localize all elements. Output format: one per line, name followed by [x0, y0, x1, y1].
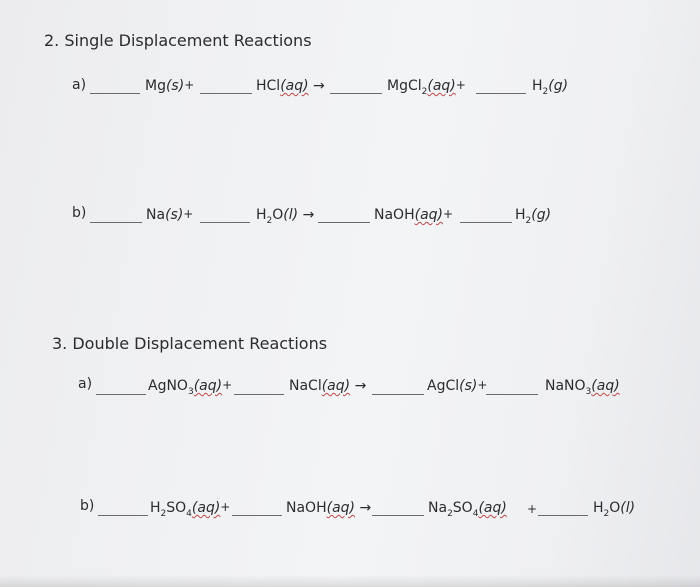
row-label: a) — [78, 376, 93, 392]
product-na2so4: $Na_2SO_4(aq)$ — [428, 500, 507, 519]
product-nano3: NaNO$_3$(aq) — [545, 378, 620, 397]
coefficient-blank[interactable] — [372, 394, 424, 395]
reactant-naoh: NaOH(aq) → — [286, 500, 372, 516]
coefficient-blank[interactable] — [200, 93, 252, 94]
section-heading: 2. Single Displacement Reactions — [44, 31, 312, 50]
coefficient-blank[interactable] — [200, 222, 250, 223]
product-agcl: AgCl(s) + — [427, 378, 488, 394]
coefficient-blank[interactable] — [318, 222, 370, 223]
row-label: a) — [72, 77, 87, 93]
coefficient-blank[interactable] — [234, 394, 284, 395]
reactant-agno3: AgNO$_3$(aq) + — [148, 378, 233, 397]
coefficient-blank[interactable] — [330, 93, 382, 94]
product-h2: $H_2(g)$ — [515, 207, 552, 226]
product-naoh: NaOH(aq) + — [374, 207, 454, 223]
coefficient-blank[interactable] — [538, 515, 588, 516]
reactant-h2so4: $H_2SO_4(aq)$ + — [150, 500, 231, 519]
reactant-nacl: NaCl(aq) → — [289, 378, 367, 394]
plus-sign: + — [527, 502, 538, 516]
coefficient-blank[interactable] — [460, 222, 512, 223]
row-label: b) — [80, 498, 95, 514]
reactant-h2o: $H_2O(l)$ → — [256, 207, 315, 226]
coefficient-blank[interactable] — [232, 515, 282, 516]
product-h2: $H_2(g)$ — [532, 78, 569, 97]
coefficient-blank[interactable] — [476, 93, 526, 94]
reactant-mg: Mg(s) + — [145, 78, 195, 94]
reactant-na: Na(s) + — [146, 207, 194, 223]
product-mgcl2: MgCl$_2$(aq) + — [387, 78, 466, 97]
coefficient-blank[interactable] — [98, 515, 148, 516]
coefficient-blank[interactable] — [372, 515, 424, 516]
coefficient-blank[interactable] — [90, 93, 140, 94]
product-h2o: $H_2O(l)$ — [593, 500, 636, 519]
section-heading: 3. Double Displacement Reactions — [52, 334, 328, 353]
reactant-hcl: HCl(aq) → — [256, 78, 325, 94]
coefficient-blank[interactable] — [96, 394, 146, 395]
coefficient-blank[interactable] — [90, 222, 142, 223]
coefficient-blank[interactable] — [486, 394, 538, 395]
row-label: b) — [72, 205, 87, 221]
